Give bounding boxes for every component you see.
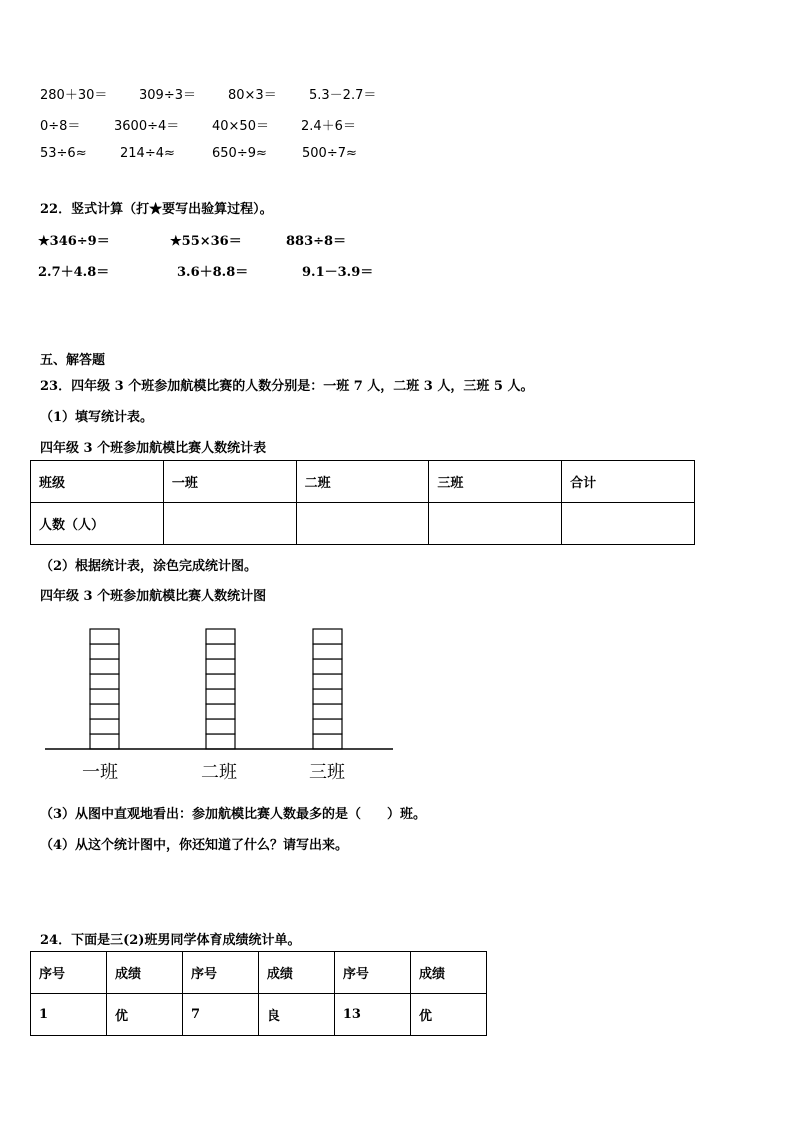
chart-bar-cell[interactable] <box>206 674 235 689</box>
q22-item: 883÷8＝ <box>286 234 347 249</box>
chart-category-label: 一班 <box>82 762 118 783</box>
score-table <box>30 951 487 1036</box>
chart-bar-cell[interactable] <box>313 704 342 719</box>
table-cell: 1 <box>31 994 107 1036</box>
table-header-cell: 二班 <box>296 461 429 503</box>
chart-bar-cell[interactable] <box>313 689 342 704</box>
chart-bar-cell[interactable] <box>90 719 119 734</box>
calc-item: 2.4＋6＝ <box>301 119 356 134</box>
table-header-cell: 成绩 <box>410 952 486 994</box>
table-cell: 13 <box>334 994 410 1036</box>
table-header-cell: 班级 <box>31 461 164 503</box>
q23-part1: （1）填写统计表。 <box>40 410 154 425</box>
table-blank-cell[interactable] <box>163 503 296 545</box>
chart-bar-cell[interactable] <box>90 734 119 749</box>
q23-part4: （4）从这个统计图中，你还知道了什么？请写出来。 <box>40 838 349 853</box>
table-header-cell: 序号 <box>31 952 107 994</box>
chart-bar <box>206 629 235 749</box>
calc-item: 40×50＝ <box>212 119 269 134</box>
chart-bar-cell[interactable] <box>90 659 119 674</box>
q22-item: ★55×36＝ <box>170 234 242 249</box>
chart-bar-cell[interactable] <box>313 644 342 659</box>
chart-bar-cell[interactable] <box>313 719 342 734</box>
q23-stem: 23．四年级 3 个班参加航模比赛的人数分别是：一班 7 人，二班 3 人，三班 5 人。 <box>40 379 534 394</box>
calc-item: 0÷8＝ <box>40 119 81 134</box>
table-header-cell: 一班 <box>163 461 296 503</box>
table-cell: 优 <box>106 994 182 1036</box>
table-row-label: 人数（人） <box>31 503 164 545</box>
table-blank-cell[interactable] <box>296 503 429 545</box>
q22-title: 22．竖式计算（打★要写出验算过程）。 <box>40 202 273 217</box>
calc-item: 500÷7≈ <box>302 146 357 161</box>
chart-category-label: 二班 <box>201 762 237 783</box>
table-header-cell: 成绩 <box>106 952 182 994</box>
table-cell: 优 <box>410 994 486 1036</box>
q22-item: 3.6＋8.8＝ <box>177 265 249 280</box>
chart-bar <box>90 629 119 749</box>
calc-item: 309÷3＝ <box>139 88 196 103</box>
table-header-cell: 序号 <box>334 952 410 994</box>
calc-item: 80×3＝ <box>228 88 277 103</box>
chart-bar-cell[interactable] <box>206 689 235 704</box>
table-title: 四年级 3 个班参加航模比赛人数统计表 <box>40 441 267 456</box>
table-header-cell: 三班 <box>429 461 562 503</box>
chart-bar-cell[interactable] <box>90 629 119 644</box>
chart-category-label: 三班 <box>309 762 345 783</box>
chart-title: 四年级 3 个班参加航模比赛人数统计图 <box>40 589 267 604</box>
chart-bar-cell[interactable] <box>90 644 119 659</box>
chart-bar-cell[interactable] <box>206 734 235 749</box>
calc-item: 650÷9≈ <box>212 146 267 161</box>
chart-bar-cell[interactable] <box>90 704 119 719</box>
stats-table <box>30 460 695 545</box>
chart-bar-cell[interactable] <box>90 689 119 704</box>
q22-item: ★346÷9＝ <box>38 234 110 249</box>
chart-bar-cell[interactable] <box>206 659 235 674</box>
chart-bar-cell[interactable] <box>313 674 342 689</box>
chart-bar <box>313 629 342 749</box>
table-header-cell: 合计 <box>562 461 695 503</box>
chart-bar-cell[interactable] <box>313 659 342 674</box>
table-header-cell: 成绩 <box>258 952 334 994</box>
calc-item: 53÷6≈ <box>40 146 87 161</box>
table-cell: 良 <box>258 994 334 1036</box>
chart-bar-cell[interactable] <box>313 629 342 644</box>
calc-item: 3600÷4＝ <box>114 119 180 134</box>
chart-bar-cell[interactable] <box>90 674 119 689</box>
section-title: 五、解答题 <box>40 353 106 368</box>
table-blank-cell[interactable] <box>429 503 562 545</box>
table-cell: 7 <box>182 994 258 1036</box>
q23-part3: （3）从图中直观地看出：参加航模比赛人数最多的是（ ）班。 <box>40 807 427 822</box>
q22-item: 9.1－3.9＝ <box>302 265 374 280</box>
calc-item: 214÷4≈ <box>120 146 175 161</box>
q24-stem: 24．下面是三(2)班男同学体育成绩统计单。 <box>40 933 301 948</box>
chart-bar-cell[interactable] <box>206 719 235 734</box>
q23-part2: （2）根据统计表，涂色完成统计图。 <box>40 559 258 574</box>
calc-item: 280＋30＝ <box>40 88 108 103</box>
chart-bar-cell[interactable] <box>313 734 342 749</box>
table-header-cell: 序号 <box>182 952 258 994</box>
chart-bar-cell[interactable] <box>206 644 235 659</box>
chart-bar-cell[interactable] <box>206 629 235 644</box>
calc-item: 5.3－2.7＝ <box>309 88 377 103</box>
q22-item: 2.7＋4.8＝ <box>38 265 110 280</box>
chart-bar-cell[interactable] <box>206 704 235 719</box>
table-blank-cell[interactable] <box>562 503 695 545</box>
